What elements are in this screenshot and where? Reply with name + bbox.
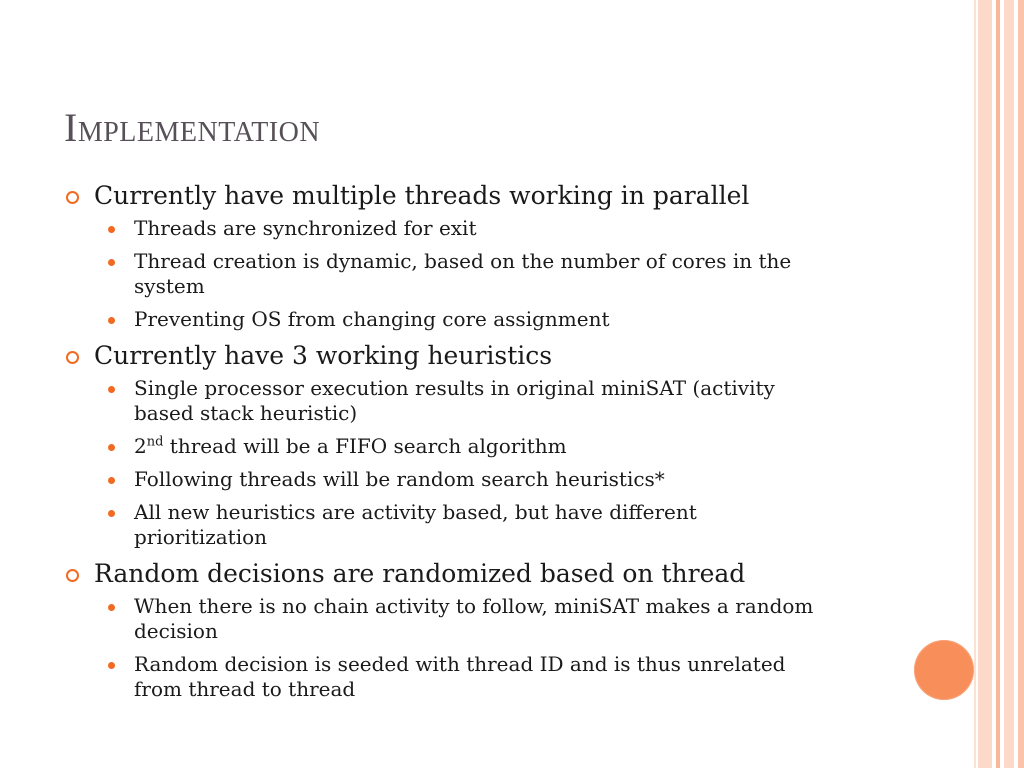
bullet-text: Random decisions are randomized based on thread bbox=[94, 559, 746, 588]
stripe bbox=[1004, 0, 1014, 768]
bullet-level2 bbox=[64, 434, 814, 459]
dot-bullet-icon bbox=[108, 259, 115, 266]
dot-bullet-icon bbox=[108, 477, 115, 484]
ordinal-superscript: nd bbox=[146, 434, 164, 450]
bullet-text: thread will be a FIFO search algorithm bbox=[163, 434, 567, 458]
bullet-text: Following threads will be random search heuristics* bbox=[134, 467, 665, 491]
bullet-text: When there is no chain activity to follow, miniSAT makes a random decision bbox=[134, 594, 814, 643]
dot-bullet-icon bbox=[108, 444, 115, 451]
stripe bbox=[978, 0, 992, 768]
dot-bullet-icon bbox=[108, 662, 115, 669]
dot-bullet-icon bbox=[108, 317, 115, 324]
bullet-text: All new heuristics are activity based, but have different prioritization bbox=[134, 500, 697, 549]
ring-bullet-icon bbox=[66, 351, 79, 364]
ring-bullet-icon bbox=[66, 191, 79, 204]
dot-bullet-icon bbox=[108, 604, 115, 611]
decorative-circle bbox=[914, 640, 974, 700]
bullet-level2 bbox=[64, 376, 814, 426]
bullet-level1 bbox=[64, 180, 904, 212]
decorative-stripes bbox=[974, 0, 1024, 768]
sub-bullet-list bbox=[64, 376, 904, 550]
bullet-prefix: 2 bbox=[134, 434, 147, 458]
bullet-level2 bbox=[64, 652, 814, 702]
bullet-level2 bbox=[64, 216, 814, 241]
bullet-text: Random decision is seeded with thread ID and is thus unrelated from thread to thread bbox=[134, 652, 786, 701]
bullet-text: Currently have multiple threads working in parallel bbox=[94, 181, 750, 210]
dot-bullet-icon bbox=[108, 226, 115, 233]
sub-bullet-list bbox=[64, 216, 904, 332]
stripe bbox=[974, 0, 976, 768]
slide-title: Implementation bbox=[64, 105, 321, 150]
bullet-level1 bbox=[64, 558, 904, 590]
bullet-level2 bbox=[64, 307, 814, 332]
bullet-level2 bbox=[64, 500, 814, 550]
bullet-text: Threads are synchronized for exit bbox=[134, 216, 477, 240]
bullet-text: Preventing OS from changing core assignment bbox=[134, 307, 610, 331]
bullet-text: Single processor execution results in original miniSAT (activity based stack heuristic) bbox=[134, 376, 775, 425]
stripe bbox=[996, 0, 1000, 768]
bullet-level1 bbox=[64, 340, 904, 372]
dot-bullet-icon bbox=[108, 510, 115, 517]
bullet-text: Thread creation is dynamic, based on the number of cores in the system bbox=[134, 249, 792, 298]
ring-bullet-icon bbox=[66, 569, 79, 582]
dot-bullet-icon bbox=[108, 386, 115, 393]
bullet-text: Currently have 3 working heuristics bbox=[94, 341, 553, 370]
bullet-level2 bbox=[64, 467, 814, 492]
slide-content bbox=[64, 180, 904, 710]
sub-bullet-list bbox=[64, 594, 904, 702]
stripe bbox=[1018, 0, 1024, 768]
bullet-level2 bbox=[64, 594, 814, 644]
bullet-level2 bbox=[64, 249, 814, 299]
